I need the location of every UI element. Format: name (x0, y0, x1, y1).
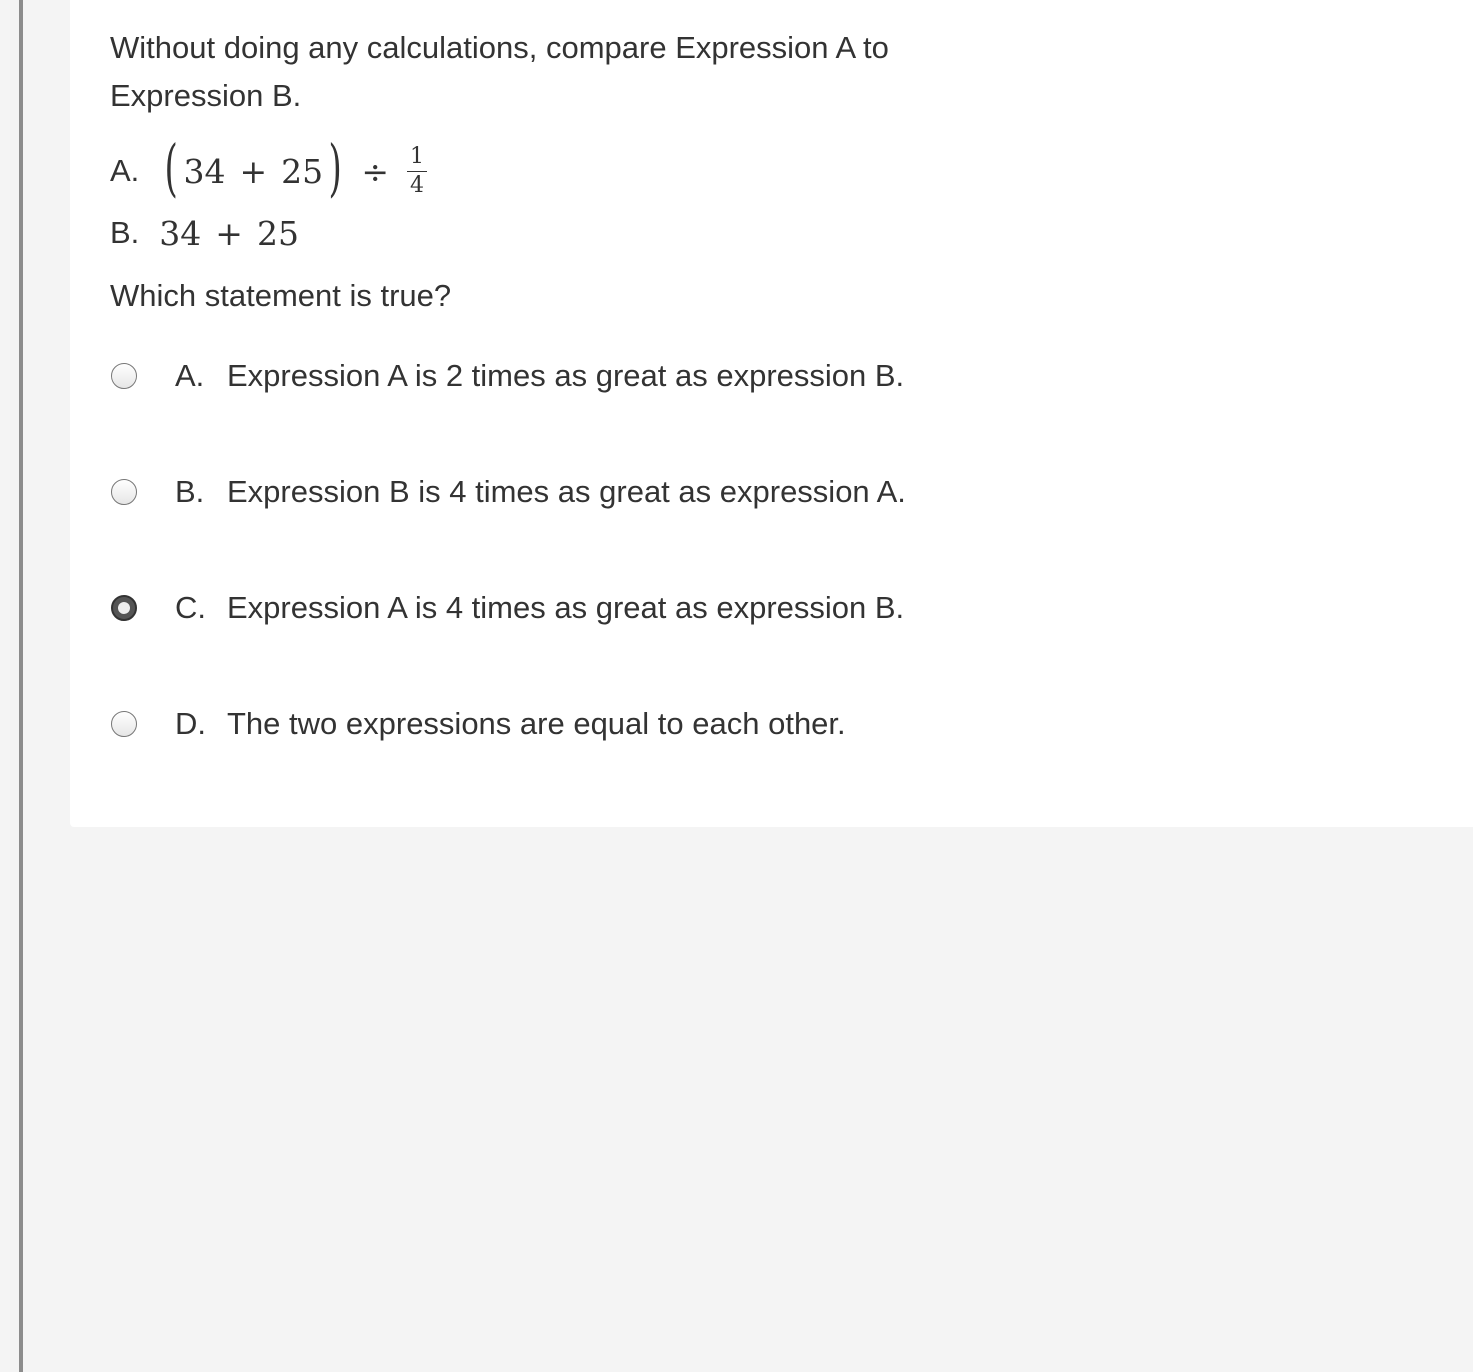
expression-b-right-operand: 25 (256, 213, 299, 253)
divide-sign: ÷ (361, 151, 390, 191)
choice-letter: A. (175, 358, 205, 393)
open-paren: ( (164, 131, 179, 204)
choice-letter: B. (175, 474, 205, 509)
expression-b-left-operand: 34 (159, 213, 202, 253)
expression-a-right-operand: 25 (281, 151, 324, 191)
question-card (70, 0, 1473, 827)
fraction-numerator: 1 (407, 146, 427, 172)
answer-choice-d[interactable] (110, 700, 1110, 748)
expression-a-left-operand: 34 (183, 151, 226, 191)
left-border-rule (19, 0, 23, 1372)
radio-button-d[interactable] (111, 711, 137, 737)
question-ask: Which statement is true? (110, 278, 452, 313)
plus-sign: + (239, 151, 268, 191)
plus-sign: + (215, 213, 243, 253)
question-prompt: Without doing any calculations, compare Expression A to Expression B. (110, 30, 889, 113)
expression-a-math (159, 131, 427, 204)
answer-choice-a[interactable] (110, 352, 1110, 400)
expression-b (110, 198, 299, 268)
radio-button-a[interactable] (111, 363, 137, 389)
fraction (407, 143, 427, 198)
expression-b-math (159, 214, 299, 253)
choice-text: Expression B is 4 times as great as expression A. (227, 474, 906, 509)
radio-button-b[interactable] (111, 479, 137, 505)
fraction-denominator: 4 (410, 172, 425, 198)
choice-letter: D. (175, 706, 206, 741)
radio-button-c-selected[interactable] (111, 595, 137, 621)
expression-b-label: B. (110, 215, 140, 250)
choice-text: Expression A is 2 times as great as expression B. (227, 358, 905, 393)
close-paren: ) (328, 131, 342, 204)
choice-text: The two expressions are equal to each other. (227, 706, 846, 741)
expression-a (110, 131, 427, 206)
answer-choice-b[interactable] (110, 468, 1110, 516)
choice-letter: C. (175, 590, 206, 625)
choice-text: Expression A is 4 times as great as expression B. (227, 590, 905, 625)
expression-a-label: A. (110, 153, 140, 188)
answer-choice-c[interactable] (110, 584, 1110, 632)
